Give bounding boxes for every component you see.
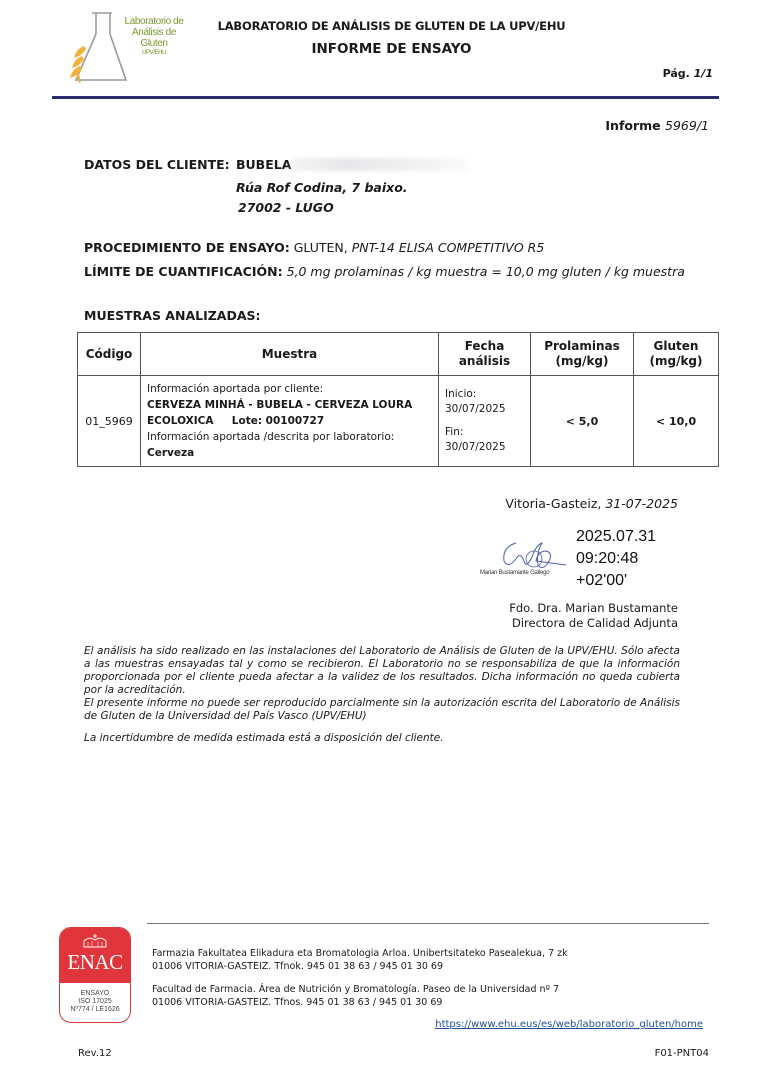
sign-date: 31-07-2025 (605, 496, 678, 511)
lab-info-value: Cerveza (147, 447, 195, 459)
footer-divider (147, 923, 709, 924)
client-info-label: Información aportada por cliente: (147, 383, 324, 395)
col-header-date (439, 333, 531, 376)
address-basque-line2: 01006 VITORIA-GASTEIZ. Tfnok. 945 01 38 63 / 945 01 30 69 (152, 961, 444, 972)
document-type-title: INFORME DE ENSAYO (311, 41, 472, 57)
page-value: 1/1 (693, 67, 713, 80)
disclaimer-paragraph-3: La incertidumbre de medida estimada está a disposición del cliente. (84, 732, 444, 744)
form-code: F01-PNT04 (654, 1048, 709, 1059)
address-spanish-line1: Facultad de Farmacia. Área de Nutrición y Bromatología. Paseo de la Universidad nº 7 (152, 984, 560, 995)
sample-code: 01_5969 (78, 376, 141, 467)
col-header-prolaminas-line2: (mg/kg) (555, 354, 609, 368)
revision-label: Rev.12 (78, 1048, 112, 1059)
redacted-client-name (292, 158, 467, 171)
lab-website-link[interactable]: https://www.ehu.eus/es/web/laboratorio_gluten/home (435, 1019, 703, 1030)
address-spanish-line2: 01006 VITORIA-GASTEIZ. Tfnos. 945 01 38 63 / 945 01 30 69 (152, 997, 443, 1008)
col-header-gluten-line2: (mg/kg) (649, 354, 703, 368)
procedure-method: PNT-14 ELISA COMPETITIVO R5 (351, 240, 545, 255)
end-label: Fin: (445, 426, 464, 438)
address-basque-line1: Farmazia Fakultatea Elikadura eta Bromatologia Arloa. Unibertsitateko Pasealekua, 7 zk (152, 948, 568, 959)
report-label: Informe (605, 118, 661, 133)
report-value: 5969/1 (665, 118, 709, 133)
table-header-row (78, 333, 719, 376)
col-header-date-line2: análisis (458, 354, 511, 368)
client-name: BUBELA (236, 157, 292, 172)
end-date: 30/07/2025 (445, 441, 506, 453)
prolaminas-result: < 5,0 (531, 376, 634, 467)
enac-line3: Nº774 / LE1626 (70, 1006, 120, 1013)
samples-label: MUESTRAS ANALIZADAS: (84, 308, 261, 323)
logo-line3: UPV/EHU (142, 50, 166, 56)
samples-table (77, 332, 719, 467)
start-label: Inicio: (445, 388, 477, 400)
disclaimer-paragraph-1: El análisis ha sido realizado en las instalaciones del Laboratorio de Análisis de Gluten de la UPV/EHU. Sólo afecta a las muestras ensayadas tal y como se recibieron. El Laboratorio no se responsabiliza de que la información proporcionada por el cliente pueda afectar a la validez de los resultados. Dicha información no queda cubierta por la acreditación. (84, 645, 680, 696)
stamp-time: 09:20:48 (576, 550, 639, 567)
signer-role: Directora de Calidad Adjunta (512, 616, 678, 630)
col-header-date-line1: Fecha (464, 339, 505, 353)
client-city: 27002 - LUGO (238, 200, 334, 215)
page-number (663, 67, 713, 80)
table-row (78, 376, 719, 467)
client-info-line2: ECOLOXICA Lote: 00100727 (147, 415, 325, 427)
sample-description (141, 376, 439, 467)
stamp-date: 2025.07.31 (576, 528, 657, 545)
client-address: Rúa Rof Codina, 7 baixo. (236, 180, 408, 195)
analysis-dates (439, 376, 531, 467)
address-basque (152, 947, 568, 973)
col-header-gluten-line1: Gluten (653, 339, 699, 353)
col-header-code: Código (78, 333, 141, 376)
procedure-value: GLUTEN, (289, 240, 352, 255)
logo-line1: Laboratorio de (124, 16, 184, 27)
digital-signature-stamp (576, 526, 656, 592)
start-date: 30/07/2025 (445, 403, 506, 415)
stamp-timezone: +02'00' (576, 572, 628, 589)
enac-word: ENAC (67, 950, 123, 974)
enac-line1: ENSAYO (80, 990, 110, 997)
quantification-limit (84, 264, 685, 279)
enac-line2: ISO 17025 (78, 998, 112, 1005)
place-date (505, 496, 678, 511)
place: Vitoria-Gasteiz, (505, 496, 606, 511)
disclaimer (84, 645, 680, 745)
signer-caption: Marian Bustamante Gallego (480, 570, 550, 576)
enac-accreditation-logo (59, 927, 131, 1023)
col-header-gluten (634, 333, 719, 376)
col-header-prolaminas (531, 333, 634, 376)
report-number (605, 118, 709, 133)
logo-line2: Análisis de Gluten (132, 27, 176, 49)
crown-icon (82, 934, 108, 948)
col-header-sample: Muestra (141, 333, 439, 376)
institution-title: LABORATORIO DE ANÁLISIS DE GLUTEN DE LA UPV/EHU (217, 19, 566, 33)
test-procedure (84, 240, 544, 255)
page-label: Pág. (662, 67, 690, 80)
client-label: DATOS DEL CLIENTE: (84, 157, 230, 172)
address-spanish (152, 983, 559, 1009)
signed-by: Fdo. Dra. Marian Bustamante (509, 601, 678, 615)
limit-value: 5,0 mg prolaminas / kg muestra = 10,0 mg gluten / kg muestra (282, 264, 685, 279)
client-info-line1: CERVEZA MINHÁ - BUBELA - CERVEZA LOURA (147, 399, 413, 411)
col-header-prolaminas-line1: Prolaminas (544, 339, 620, 353)
limit-label: LÍMITE DE CUANTIFICACIÓN: (84, 264, 283, 279)
signatory (509, 601, 678, 631)
header-divider (52, 96, 719, 99)
handwritten-signature (476, 537, 576, 585)
gluten-result: < 10,0 (634, 376, 719, 467)
procedure-label: PROCEDIMIENTO DE ENSAYO: (84, 240, 290, 255)
disclaimer-paragraph-2: El presente informe no puede ser reproducido parcialmente sin la autorización escrita del Laboratorio de Análisis de Gluten de la Universidad del País Vasco (UPV/EHU) (84, 697, 680, 722)
lab-info-label: Información aportada /descrita por laboratorio: (147, 431, 395, 443)
